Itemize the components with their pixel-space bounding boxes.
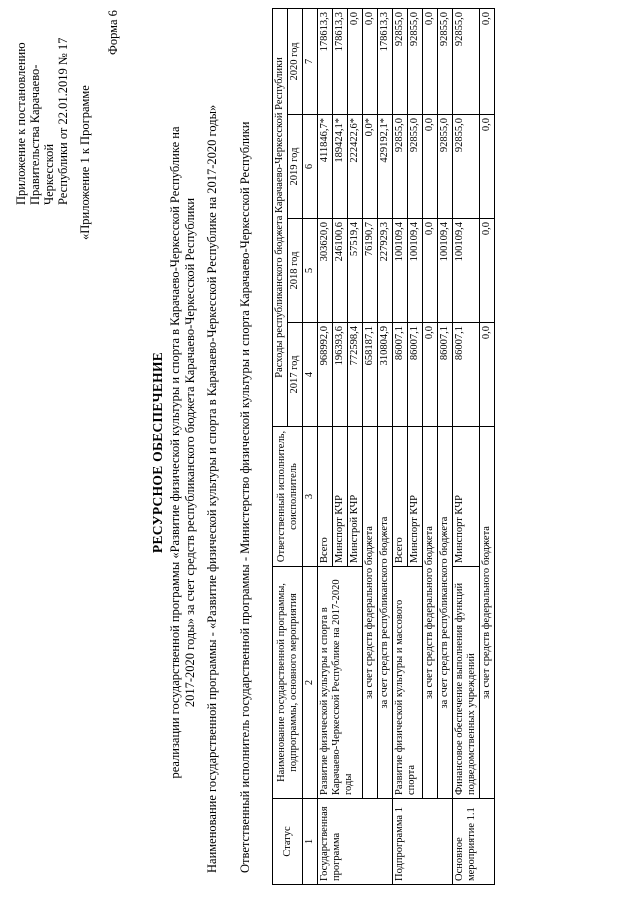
executor-cell: Всего bbox=[393, 427, 408, 567]
value-cell: 100109,4 bbox=[438, 219, 453, 323]
value-cell: 92855,0 bbox=[408, 8, 423, 114]
value-cell: 411846,7* bbox=[318, 115, 333, 219]
table-header-row bbox=[273, 8, 288, 884]
header-name: Наименование государственной программы, подпрограммы, основного мероприятия bbox=[273, 567, 303, 799]
header-year: 2018 год bbox=[288, 219, 303, 323]
table-row bbox=[393, 8, 408, 884]
header-expenses-group: Расходы республиканского бюджета Карачаево-Черкесской Республики bbox=[273, 8, 288, 426]
header-status: Статус bbox=[273, 799, 303, 885]
value-cell: 92855,0 bbox=[408, 115, 423, 219]
value-cell: 227929,3 bbox=[378, 219, 393, 323]
name-cell: Развитие физической культуры и спорта в Карачаево-Черкесской Республике на 2017-2020 годы bbox=[318, 567, 363, 799]
value-cell: 92855,0 bbox=[453, 115, 480, 219]
value-cell: 178613,3 bbox=[378, 8, 393, 114]
source-label-cell: за счет средств республиканского бюджета bbox=[438, 427, 453, 799]
table-row bbox=[423, 8, 438, 884]
executor-line: Ответственный исполнитель государственной программы - Министерство физической культуры и спорта Карачаево-Черкесской Республики bbox=[238, 121, 252, 873]
value-cell: 189424,1* bbox=[333, 115, 348, 219]
col-number: 4 bbox=[303, 323, 318, 427]
value-cell: 86007,1 bbox=[393, 323, 408, 427]
name-cell: Развитие физической культуры и массового спорта bbox=[393, 567, 423, 799]
source-label-cell: за счет средств республиканского бюджета bbox=[378, 427, 393, 799]
value-cell: 57519,4 bbox=[348, 219, 363, 323]
value-cell: 429192,1* bbox=[378, 115, 393, 219]
table-row bbox=[480, 8, 495, 884]
source-label-cell: за счет средств федерального бюджета bbox=[480, 427, 495, 799]
table-row bbox=[378, 8, 393, 884]
value-cell: 178613,3 bbox=[333, 8, 348, 114]
header-year: 2020 год bbox=[288, 8, 303, 114]
value-cell: 0,0 bbox=[423, 8, 438, 114]
value-cell: 246100,6 bbox=[333, 219, 348, 323]
document-title: РЕСУРСНОЕ ОБЕСПЕЧЕНИЕ bbox=[150, 351, 165, 554]
value-cell: 86007,1 bbox=[408, 323, 423, 427]
value-cell: 303620,0 bbox=[318, 219, 333, 323]
col-number: 1 bbox=[303, 799, 318, 885]
source-label-cell: за счет средств федерального бюджета bbox=[363, 427, 378, 799]
value-cell: 76190,7 bbox=[363, 219, 378, 323]
approval-line: Правительства Карачаево-Черкесской bbox=[28, 64, 56, 205]
value-cell: 92855,0 bbox=[393, 115, 408, 219]
value-cell: 0,0 bbox=[423, 323, 438, 427]
table-row bbox=[453, 8, 480, 884]
program-name-line: Наименование государственной программы - «Развитие физической культуры и спорта в Карачаево-Черкесской Республике на 2017-2020 годы» bbox=[205, 104, 219, 873]
value-cell: 0,0* bbox=[363, 115, 378, 219]
table-row bbox=[363, 8, 378, 884]
value-cell: 222422,6* bbox=[348, 115, 363, 219]
appendix-label: «Приложение 1 к Программе bbox=[78, 85, 92, 240]
status-cell: Подпрограмма 1 bbox=[393, 799, 453, 885]
resource-table bbox=[272, 8, 495, 885]
table-row bbox=[438, 8, 453, 884]
col-number: 3 bbox=[303, 427, 318, 567]
value-cell: 0,0 bbox=[480, 323, 495, 427]
value-cell: 92855,0 bbox=[438, 115, 453, 219]
value-cell: 196393,6 bbox=[333, 323, 348, 427]
value-cell: 86007,1 bbox=[453, 323, 480, 427]
value-cell: 772598,4 bbox=[348, 323, 363, 427]
approval-line: Республики от 22.01.2019 № 17 bbox=[56, 37, 70, 205]
column-number-row bbox=[303, 8, 318, 884]
executor-cell: Минстрой КЧР bbox=[348, 427, 363, 567]
value-cell: 100109,4 bbox=[453, 219, 480, 323]
executor-cell: Минспорт КЧР bbox=[453, 427, 480, 567]
col-number: 7 bbox=[303, 8, 318, 114]
source-label-cell: за счет средств федерального бюджета bbox=[423, 427, 438, 799]
value-cell: 658187,1 bbox=[363, 323, 378, 427]
form-label: Форма 6 bbox=[106, 10, 120, 55]
value-cell: 0,0 bbox=[423, 115, 438, 219]
value-cell: 0,0 bbox=[363, 8, 378, 114]
approval-line: Приложение к постановлению bbox=[14, 42, 28, 205]
header-executor: Ответственный исполнитель, соисполнитель bbox=[273, 427, 303, 567]
value-cell: 310804,9 bbox=[378, 323, 393, 427]
approval-block bbox=[14, 5, 70, 205]
executor-cell: Минспорт КЧР bbox=[333, 427, 348, 567]
executor-cell: Минспорт КЧР bbox=[408, 427, 423, 567]
table-row bbox=[318, 8, 333, 884]
value-cell: 100109,4 bbox=[408, 219, 423, 323]
name-cell: Финансовое обеспечение выполнения функций подведомственных учреждений bbox=[453, 567, 480, 799]
value-cell: 968992,0 bbox=[318, 323, 333, 427]
col-number: 2 bbox=[303, 567, 318, 799]
value-cell: 0,0 bbox=[480, 8, 495, 114]
value-cell: 0,0 bbox=[423, 219, 438, 323]
value-cell: 0,0 bbox=[480, 115, 495, 219]
header-year: 2017 год bbox=[288, 323, 303, 427]
header-year: 2019 год bbox=[288, 115, 303, 219]
col-number: 6 bbox=[303, 115, 318, 219]
status-cell: Государственная программа bbox=[318, 799, 393, 885]
value-cell: 0,0 bbox=[480, 219, 495, 323]
value-cell: 92855,0 bbox=[453, 8, 480, 114]
status-cell: Основное мероприятие 1.1 bbox=[453, 799, 495, 885]
value-cell: 86007,1 bbox=[438, 323, 453, 427]
document-subtitle: реализации государственной программы «Развитие физической культуры и спорта в Карачаево-Черкесской Республике на 2017-2020 годы» за счет средств республиканского бюджета Карачаево-Черкесской Республики bbox=[168, 126, 197, 779]
value-cell: 92855,0 bbox=[438, 8, 453, 114]
col-number: 5 bbox=[303, 219, 318, 323]
value-cell: 100109,4 bbox=[393, 219, 408, 323]
executor-cell: Всего bbox=[318, 427, 333, 567]
value-cell: 178613,3 bbox=[318, 8, 333, 114]
value-cell: 0,0 bbox=[348, 8, 363, 114]
value-cell: 92855,0 bbox=[393, 8, 408, 114]
